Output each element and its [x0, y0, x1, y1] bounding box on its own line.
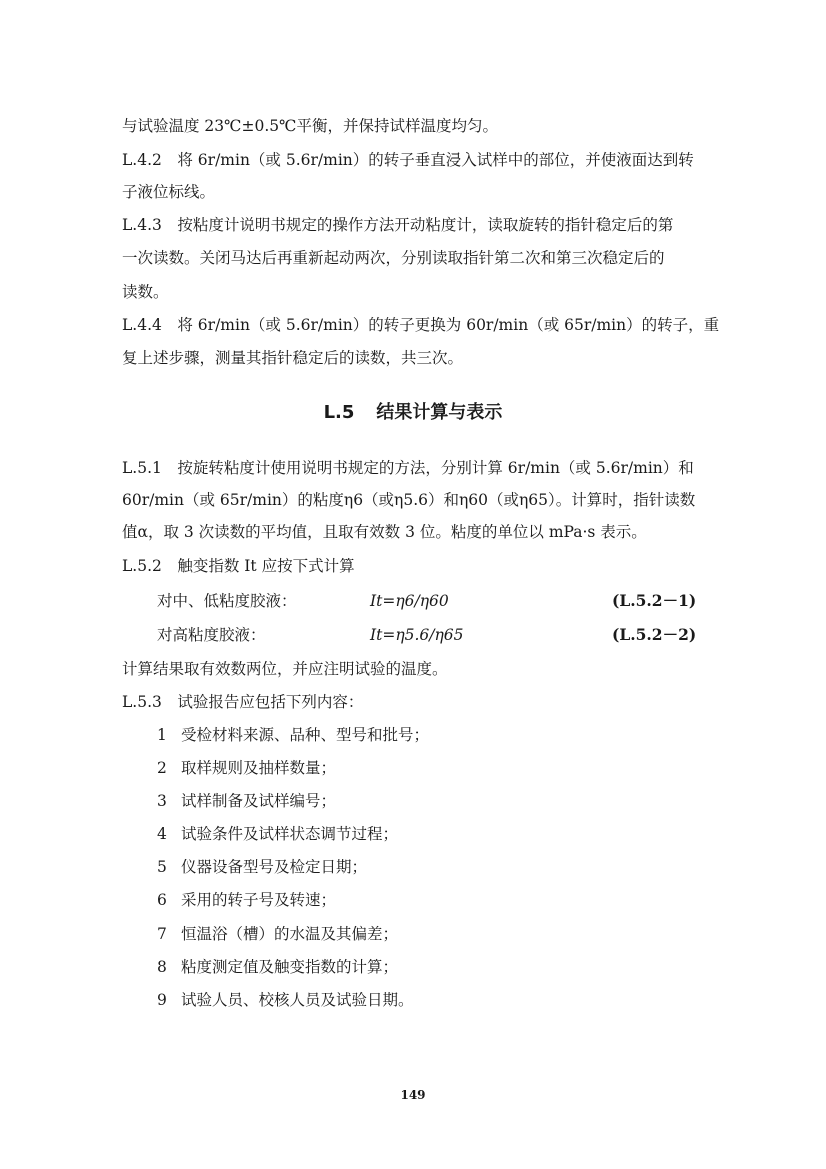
list-item-number: 5 [157, 858, 167, 876]
formula-expression: It=η6/η60 [370, 592, 449, 610]
clause-L-4-4: L.4.4 将 6r/min（或 5.6r/min）的转子更换为 60r/min（或 65r/min）的转子，重 [122, 316, 720, 334]
list-item-number: 9 [157, 991, 167, 1009]
list-item [157, 924, 398, 944]
list-item [157, 857, 367, 877]
paragraph-line: 子液位标线。 [122, 183, 216, 201]
section-number: L.5 [323, 402, 355, 423]
clause-L-4-2: L.4.2 将 6r/min（或 5.6r/min）的转子垂直浸入试样中的部位，并使液面达到转 [122, 151, 694, 169]
list-item-number: 4 [157, 825, 167, 843]
list-item [157, 725, 429, 745]
list-item-number: 8 [157, 958, 167, 976]
paragraph-line: 与试验温度 23℃±0.5℃平衡，并保持试样温度均匀。 [122, 117, 498, 135]
clause-L-4-3: L.4.3 按粘度计说明书规定的操作方法开动粘度计，读取旋转的指针稳定后的第 [122, 216, 674, 234]
list-item [157, 824, 398, 844]
list-item-number: 3 [157, 792, 167, 810]
page-number: 149 [400, 1088, 426, 1102]
list-item-text: 仪器设备型号及检定日期； [181, 858, 368, 876]
paragraph-line: 值α，取 3 次读数的平均值，且取有效数 3 位。粘度的单位以 mPa·s 表示。 [122, 523, 647, 541]
section-title: 结果计算与表示 [376, 402, 503, 423]
list-item-number: 6 [157, 891, 167, 909]
list-item-text: 取样规则及抽样数量； [181, 759, 337, 777]
paragraph-line: 60r/min（或 65r/min）的粘度η6（或η5.6）和η60（或η65）。计算时，指针读数 [122, 491, 696, 509]
list-item-text: 试验人员、校核人员及试验日期。 [181, 991, 414, 1009]
clause-L-5-2: L.5.2 触变指数 It 应按下式计算 [122, 557, 355, 575]
list-item-number: 7 [157, 925, 167, 943]
clause-L-5-1: L.5.1 按旋转粘度计使用说明书规定的方法，分别计算 6r/min（或 5.6r/min）和 [122, 459, 694, 477]
formula-label: 对中、低粘度胶液： [157, 592, 297, 610]
paragraph-line: 复上述步骤，测量其指针稳定后的读数，共三次。 [122, 349, 464, 367]
formula-expression: It=η5.6/η65 [370, 626, 464, 644]
paragraph-line: 读数。 [122, 283, 169, 301]
list-item-text: 采用的转子号及转速； [181, 891, 337, 909]
list-item-text: 粘度测定值及触变指数的计算； [181, 958, 399, 976]
list-item-text: 恒温浴（槽）的水温及其偏差； [181, 925, 399, 943]
formula-number: (L.5.2－1) [612, 591, 697, 610]
list-item [157, 890, 336, 910]
list-item-text: 受检材料来源、品种、型号和批号； [181, 726, 430, 744]
list-item [157, 990, 414, 1010]
list-item-number: 1 [157, 726, 167, 744]
paragraph-line: 计算结果取有效数两位，并应注明试验的温度。 [122, 660, 448, 678]
list-item [157, 758, 336, 778]
list-item-text: 试样制备及试样编号； [181, 792, 337, 810]
paragraph-line: 一次读数。关闭马达后再重新起动两次，分别读取指针第二次和第三次稳定后的 [122, 249, 665, 267]
list-item [157, 957, 398, 977]
list-item-text: 试验条件及试样状态调节过程； [181, 825, 399, 843]
clause-L-5-3: L.5.3 试验报告应包括下列内容： [122, 693, 364, 711]
formula-label: 对高粘度胶液： [157, 626, 266, 644]
formula-number: (L.5.2－2) [612, 625, 697, 644]
list-item-number: 2 [157, 759, 167, 777]
list-item [157, 791, 336, 811]
section-heading [0, 398, 826, 424]
